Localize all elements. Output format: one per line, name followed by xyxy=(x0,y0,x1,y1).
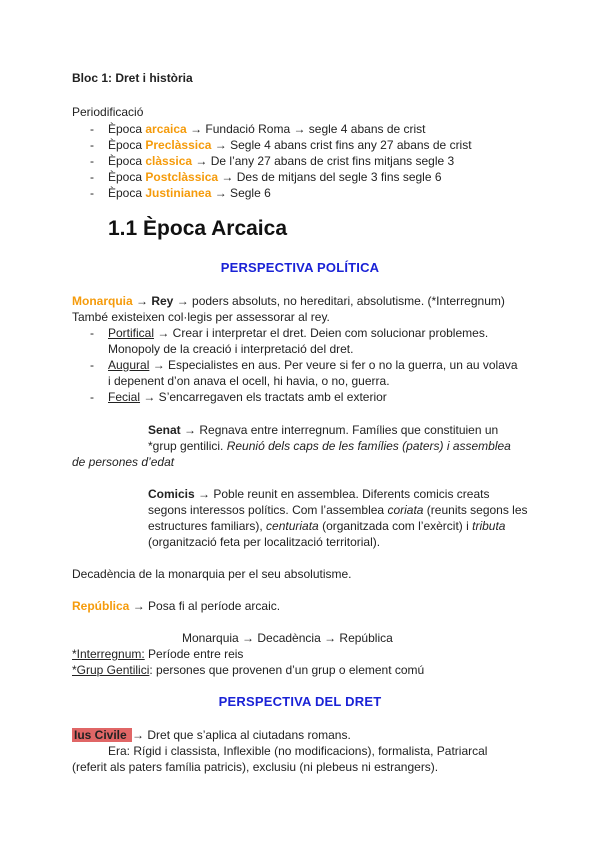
list-bullet: - xyxy=(90,186,94,200)
monarquia-flow: Monarquia → Decadència → República xyxy=(182,631,393,645)
list-bullet: - xyxy=(90,170,94,184)
note-grup-gentilici: *Grup Gentilici: persones que provenen d’un grup o element comú xyxy=(72,663,425,677)
college-fecial: Fecial → S’encarregaven els tractats amb el exterior xyxy=(108,390,387,404)
comicis-line-2: segons interessos polítics. Com l’assemblea coriata (reunits segons les xyxy=(148,503,528,517)
list-bullet: - xyxy=(90,122,94,136)
college-augural-cont: i depenent d’on anava el ocell, hi havia, o no, guerra. xyxy=(108,374,390,388)
comicis-line-4: (organització feta per localització territorial). xyxy=(148,535,381,549)
monarquia-colleges-intro: També existeixen col·legis per assessorar al rey. xyxy=(72,310,330,324)
ius-civile-line: Ius Civile → Dret que s’aplica al ciutadans romans. xyxy=(74,728,351,742)
list-bullet: - xyxy=(90,326,94,340)
list-bullet: - xyxy=(90,154,94,168)
periodificacio-label: Periodificació xyxy=(72,105,144,119)
comicis-line-3: estructures familiars), centuriata (organitzada com l’exèrcit) i tributa xyxy=(148,519,506,533)
republica-line: República → Posa fi al període arcaic. xyxy=(72,599,281,613)
college-pontifical-cont: Monopoly de la creació i interpretació del dret. xyxy=(108,342,354,356)
list-bullet: - xyxy=(90,138,94,152)
ius-civile-highlight: Ius Civile xyxy=(74,728,131,742)
list-item: Època arcaica → Fundació Roma → segle 4 abans de crist xyxy=(108,122,426,136)
senat-line: Senat → Regnava entre interregnum. Famílies que constituien un xyxy=(148,423,499,437)
section-title: 1.1 Època Arcaica xyxy=(108,217,287,240)
ius-civile-era: Era: Rígid i classista, Inflexible (no modificacions), formalista, Patriarcal xyxy=(108,744,488,758)
senat-line-3: de persones d’edat xyxy=(72,455,175,469)
decadencia-text: Decadència de la monarquia per el seu absolutisme. xyxy=(72,567,352,581)
perspectiva-politica-heading: PERSPECTIVA POLÍTICA xyxy=(220,260,380,275)
bloc-title: Bloc 1: Dret i història xyxy=(72,71,193,85)
perspectiva-dret-heading: PERSPECTIVA DEL DRET xyxy=(218,694,382,709)
comicis-line: Comicis → Poble reunit en assemblea. Diferents comicis creats xyxy=(148,487,490,501)
list-item: Època Preclàssica → Segle 4 abans crist fins any 27 abans de crist xyxy=(108,138,472,152)
list-item: Època Postclàssica → Des de mitjans del segle 3 fins segle 6 xyxy=(108,170,442,184)
college-augural: Augural → Especialistes en aus. Per veure si fer o no la guerra, un au volava xyxy=(108,358,518,372)
list-bullet: - xyxy=(90,358,94,372)
note-interregnum: *Interregnum: Període entre reis xyxy=(72,647,244,661)
ius-civile-era-cont: (referit als paters família patricis), exclusiu (ni plebeus ni estrangers). xyxy=(72,760,439,774)
monarquia-line: Monarquia → Rey → poders absoluts, no hereditari, absolutisme. (*Interregnum) xyxy=(72,294,505,308)
list-item: Època Justinianea → Segle 6 xyxy=(108,186,271,200)
list-bullet: - xyxy=(90,390,94,404)
list-item: Època clàssica → De l’any 27 abans de crist fins mitjans segle 3 xyxy=(108,154,455,168)
college-pontifical: Portifical → Crear i interpretar el dret. Deien com solucionar problemes. xyxy=(108,326,489,340)
senat-line-2: *grup gentilici. Reunió dels caps de les famílies (paters) i assemblea xyxy=(148,439,511,453)
